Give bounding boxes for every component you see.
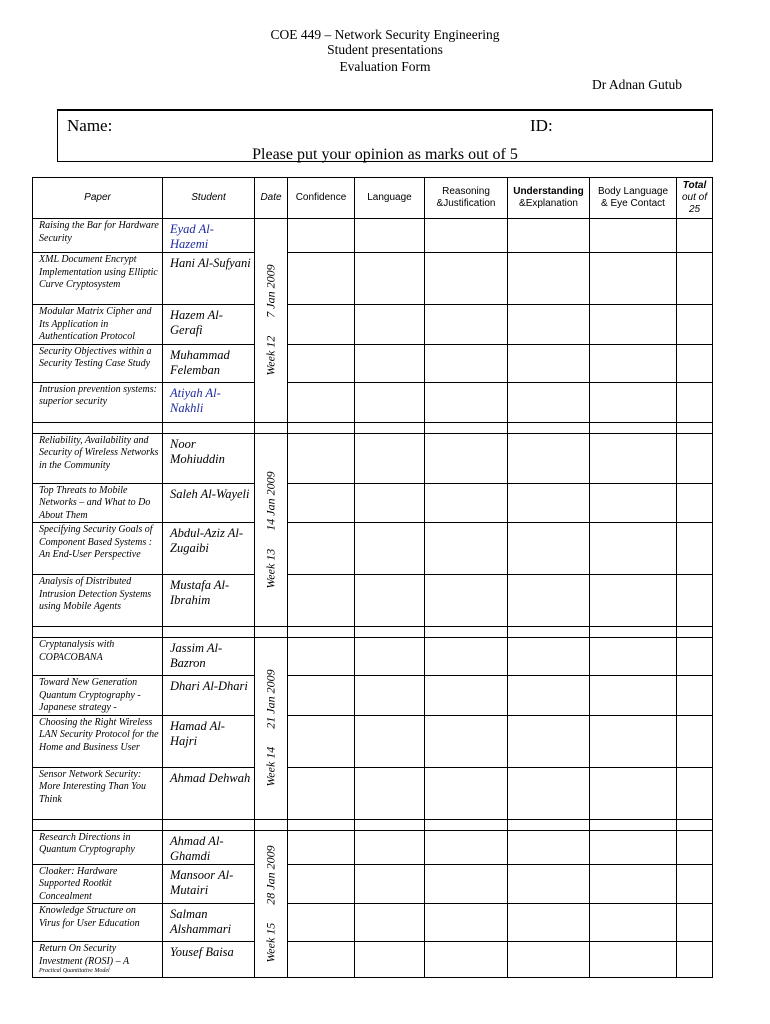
body-language-mark-cell[interactable] — [590, 904, 677, 942]
confidence-mark-cell[interactable] — [288, 864, 355, 904]
reasoning-mark-cell[interactable] — [425, 864, 508, 904]
reasoning-mark-cell[interactable] — [425, 904, 508, 942]
week-date-cell — [255, 433, 288, 627]
total-mark-cell[interactable] — [677, 382, 713, 422]
separator-cell — [288, 819, 355, 830]
student-name: Hani Al-Sufyani — [163, 253, 255, 305]
table-row — [33, 433, 713, 483]
reasoning-mark-cell[interactable] — [425, 483, 508, 523]
understanding-mark-cell[interactable] — [508, 433, 590, 483]
col-date: Date — [255, 178, 288, 219]
week-date-cell — [255, 219, 288, 423]
table-row — [33, 253, 713, 305]
confidence-mark-cell[interactable] — [288, 638, 355, 676]
separator-cell — [677, 627, 713, 638]
separator-cell — [163, 627, 255, 638]
total-mark-cell[interactable] — [677, 676, 713, 716]
paper-title: Research Directions in Quantum Cryptography — [33, 830, 163, 864]
separator-cell — [677, 422, 713, 433]
table-row — [33, 715, 713, 767]
week-label: Week 12 — [263, 335, 278, 376]
body-language-mark-cell[interactable] — [590, 575, 677, 627]
body-language-mark-cell[interactable] — [590, 483, 677, 523]
body-language-mark-cell[interactable] — [590, 344, 677, 382]
paper-subtitle: Practical Quantitative Model — [39, 968, 110, 974]
reasoning-mark-cell[interactable] — [425, 638, 508, 676]
week-separator — [33, 627, 713, 638]
confidence-mark-cell[interactable] — [288, 344, 355, 382]
table-row — [33, 575, 713, 627]
body-language-mark-cell[interactable] — [590, 638, 677, 676]
paper-title: XML Document Encrypt Implementation using Elliptic Curve Cryptosystem — [33, 253, 163, 305]
col-understanding: Understanding &Explanation — [508, 178, 590, 219]
document-subtitle: Student presentations — [327, 42, 443, 57]
reasoning-mark-cell[interactable] — [425, 433, 508, 483]
table-row — [33, 638, 713, 676]
name-id-box — [57, 109, 713, 162]
language-mark-cell[interactable] — [355, 676, 425, 716]
understanding-mark-cell[interactable] — [508, 253, 590, 305]
total-mark-cell[interactable] — [677, 305, 713, 345]
col-language: Language — [355, 178, 425, 219]
student-name: Salman Alshammari — [163, 904, 255, 942]
understanding-mark-cell[interactable] — [508, 344, 590, 382]
paper-title: Specifying Security Goals of Component Based Systems : An End-User Perspective — [33, 523, 163, 575]
student-name: Abdul-Aziz Al-Zugaibi — [163, 523, 255, 575]
body-language-mark-cell[interactable] — [590, 433, 677, 483]
total-mark-cell[interactable] — [677, 344, 713, 382]
language-mark-cell[interactable] — [355, 305, 425, 345]
understanding-mark-cell[interactable] — [508, 830, 590, 864]
understanding-mark-cell[interactable] — [508, 864, 590, 904]
student-name: Saleh Al-Wayeli — [163, 483, 255, 523]
student-name: Ahmad Al-Ghamdi — [163, 830, 255, 864]
total-mark-cell[interactable] — [677, 864, 713, 904]
paper-title: Reliability, Availability and Security of Wireless Networks in the Community — [33, 433, 163, 483]
separator-cell — [590, 422, 677, 433]
total-mark-cell[interactable] — [677, 830, 713, 864]
col-reasoning: Reasoning &Justification — [425, 178, 508, 219]
table-row — [33, 523, 713, 575]
separator-cell — [425, 422, 508, 433]
separator-cell — [33, 819, 163, 830]
name-label: Name: — [67, 116, 113, 135]
separator-cell — [590, 627, 677, 638]
separator-cell — [288, 627, 355, 638]
confidence-mark-cell[interactable] — [288, 676, 355, 716]
confidence-mark-cell[interactable] — [288, 942, 355, 978]
id-label: ID: — [530, 116, 553, 135]
col-student: Student — [163, 178, 255, 219]
confidence-mark-cell[interactable] — [288, 483, 355, 523]
table-row — [33, 767, 713, 819]
separator-cell — [425, 819, 508, 830]
understanding-mark-cell[interactable] — [508, 483, 590, 523]
language-mark-cell[interactable] — [355, 767, 425, 819]
paper-title: Knowledge Structure on Virus for User Education — [33, 904, 163, 942]
separator-cell — [163, 422, 255, 433]
paper-title: Cloaker: Hardware Supported Rootkit Concealment — [33, 864, 163, 904]
understanding-mark-cell[interactable] — [508, 305, 590, 345]
date-label: 7 Jan 2009 — [263, 264, 278, 318]
separator-cell — [425, 627, 508, 638]
separator-cell — [508, 627, 590, 638]
paper-title: Modular Matrix Cipher and Its Application in Authentication Protocol — [33, 305, 163, 345]
confidence-mark-cell[interactable] — [288, 253, 355, 305]
paper-title: Return On Security Investment (ROSI) – A Practical Quantitative Model — [33, 942, 163, 978]
total-mark-cell[interactable] — [677, 638, 713, 676]
table-header-row — [33, 178, 713, 219]
separator-cell — [355, 819, 425, 830]
reasoning-mark-cell[interactable] — [425, 767, 508, 819]
student-name: Hamad Al-Hajri — [163, 715, 255, 767]
student-name: Jassim Al-Bazron — [163, 638, 255, 676]
reasoning-mark-cell[interactable] — [425, 219, 508, 253]
separator-cell — [508, 422, 590, 433]
understanding-mark-cell[interactable] — [508, 523, 590, 575]
week-label: Week 14 — [263, 746, 278, 787]
student-name: Eyad Al-Hazemi — [163, 219, 255, 253]
understanding-mark-cell[interactable] — [508, 219, 590, 253]
language-mark-cell[interactable] — [355, 523, 425, 575]
confidence-mark-cell[interactable] — [288, 523, 355, 575]
date-label: 21 Jan 2009 — [263, 669, 278, 729]
paper-title: Choosing the Right Wireless LAN Security Protocol for the Home and Business User — [33, 715, 163, 767]
total-mark-cell[interactable] — [677, 253, 713, 305]
paper-title: Security Objectives within a Security Testing Case Study — [33, 344, 163, 382]
reasoning-mark-cell[interactable] — [425, 253, 508, 305]
reasoning-mark-cell[interactable] — [425, 382, 508, 422]
separator-cell — [163, 819, 255, 830]
instructor-name: Dr Adnan Gutub — [592, 77, 682, 92]
total-mark-cell[interactable] — [677, 523, 713, 575]
body-language-mark-cell[interactable] — [590, 830, 677, 864]
form-title: Evaluation Form — [339, 59, 431, 74]
instruction-text: Please put your opinion as marks out of 5 — [252, 146, 518, 163]
week-label: Week 15 — [263, 922, 278, 963]
language-mark-cell[interactable] — [355, 830, 425, 864]
total-mark-cell[interactable] — [677, 904, 713, 942]
understanding-mark-cell[interactable] — [508, 382, 590, 422]
language-mark-cell[interactable] — [355, 219, 425, 253]
table-row — [33, 382, 713, 422]
student-name: Yousef Baisa — [163, 942, 255, 978]
separator-cell — [355, 627, 425, 638]
language-mark-cell[interactable] — [355, 715, 425, 767]
col-total: Total out of 25 — [677, 178, 713, 219]
student-name: Noor Mohiuddin — [163, 433, 255, 483]
student-name: Ahmad Dehwah — [163, 767, 255, 819]
understanding-mark-cell[interactable] — [508, 676, 590, 716]
confidence-mark-cell[interactable] — [288, 382, 355, 422]
language-mark-cell[interactable] — [355, 483, 425, 523]
student-name: Mansoor Al-Mutairi — [163, 864, 255, 904]
body-language-mark-cell[interactable] — [590, 767, 677, 819]
paper-title: Top Threats to Mobile Networks – and What to Do About Them — [33, 483, 163, 523]
confidence-mark-cell[interactable] — [288, 433, 355, 483]
confidence-mark-cell[interactable] — [288, 715, 355, 767]
week-separator — [33, 819, 713, 830]
reasoning-mark-cell[interactable] — [425, 830, 508, 864]
table-row — [33, 864, 713, 904]
col-paper: Paper — [33, 178, 163, 219]
total-mark-cell[interactable] — [677, 483, 713, 523]
understanding-mark-cell[interactable] — [508, 638, 590, 676]
total-mark-cell[interactable] — [677, 715, 713, 767]
paper-title: Sensor Network Security: More Interesting Than You Think — [33, 767, 163, 819]
evaluation-table — [32, 177, 713, 978]
body-language-mark-cell[interactable] — [590, 253, 677, 305]
confidence-mark-cell[interactable] — [288, 830, 355, 864]
confidence-mark-cell[interactable] — [288, 767, 355, 819]
language-mark-cell[interactable] — [355, 864, 425, 904]
understanding-mark-cell[interactable] — [508, 767, 590, 819]
week-separator — [33, 422, 713, 433]
reasoning-mark-cell[interactable] — [425, 344, 508, 382]
week-label: Week 13 — [263, 548, 278, 589]
separator-cell — [590, 819, 677, 830]
table-row — [33, 676, 713, 716]
language-mark-cell[interactable] — [355, 433, 425, 483]
reasoning-mark-cell[interactable] — [425, 942, 508, 978]
separator-cell — [33, 627, 163, 638]
table-row — [33, 483, 713, 523]
body-language-mark-cell[interactable] — [590, 942, 677, 978]
confidence-mark-cell[interactable] — [288, 219, 355, 253]
understanding-mark-cell[interactable] — [508, 942, 590, 978]
language-mark-cell[interactable] — [355, 344, 425, 382]
confidence-mark-cell[interactable] — [288, 305, 355, 345]
separator-cell — [255, 627, 288, 638]
separator-cell — [288, 422, 355, 433]
reasoning-mark-cell[interactable] — [425, 575, 508, 627]
paper-title: Intrusion prevention systems: superior security — [33, 382, 163, 422]
total-mark-cell[interactable] — [677, 575, 713, 627]
language-mark-cell[interactable] — [355, 638, 425, 676]
confidence-mark-cell[interactable] — [288, 904, 355, 942]
paper-title: Analysis of Distributed Intrusion Detection Systems using Mobile Agents — [33, 575, 163, 627]
separator-cell — [255, 819, 288, 830]
student-name: Atiyah Al-Nakhli — [163, 382, 255, 422]
reasoning-mark-cell[interactable] — [425, 715, 508, 767]
week-date-cell — [255, 830, 288, 978]
reasoning-mark-cell[interactable] — [425, 305, 508, 345]
course-title: COE 449 – Network Security Engineering — [270, 27, 500, 42]
body-language-mark-cell[interactable] — [590, 676, 677, 716]
table-row — [33, 942, 713, 978]
student-name: Dhari Al-Dhari — [163, 676, 255, 716]
language-mark-cell[interactable] — [355, 575, 425, 627]
week-date-cell — [255, 638, 288, 820]
paper-title: Cryptanalysis with COPACOBANA — [33, 638, 163, 676]
understanding-mark-cell[interactable] — [508, 715, 590, 767]
language-mark-cell[interactable] — [355, 942, 425, 978]
total-mark-cell[interactable] — [677, 433, 713, 483]
date-label: 14 Jan 2009 — [263, 471, 278, 531]
separator-cell — [677, 819, 713, 830]
body-language-mark-cell[interactable] — [590, 715, 677, 767]
table-row — [33, 305, 713, 345]
separator-cell — [355, 422, 425, 433]
reasoning-mark-cell[interactable] — [425, 523, 508, 575]
body-language-mark-cell[interactable] — [590, 864, 677, 904]
student-name: Hazem Al-Gerafi — [163, 305, 255, 345]
table-row — [33, 219, 713, 253]
date-label: 28 Jan 2009 — [263, 845, 278, 905]
language-mark-cell[interactable] — [355, 904, 425, 942]
total-mark-cell[interactable] — [677, 942, 713, 978]
separator-cell — [508, 819, 590, 830]
table-row — [33, 344, 713, 382]
total-mark-cell[interactable] — [677, 219, 713, 253]
body-language-mark-cell[interactable] — [590, 305, 677, 345]
col-body-language: Body Language & Eye Contact — [590, 178, 677, 219]
table-row — [33, 904, 713, 942]
understanding-mark-cell[interactable] — [508, 575, 590, 627]
separator-cell — [255, 422, 288, 433]
body-language-mark-cell[interactable] — [590, 523, 677, 575]
separator-cell — [33, 422, 163, 433]
student-name: Muhammad Felemban — [163, 344, 255, 382]
body-language-mark-cell[interactable] — [590, 219, 677, 253]
total-mark-cell[interactable] — [677, 767, 713, 819]
col-confidence: Confidence — [288, 178, 355, 219]
paper-title: Toward New Generation Quantum Cryptography - Japanese strategy - — [33, 676, 163, 716]
confidence-mark-cell[interactable] — [288, 575, 355, 627]
reasoning-mark-cell[interactable] — [425, 676, 508, 716]
language-mark-cell[interactable] — [355, 382, 425, 422]
understanding-mark-cell[interactable] — [508, 904, 590, 942]
paper-title: Raising the Bar for Hardware Security — [33, 219, 163, 253]
language-mark-cell[interactable] — [355, 253, 425, 305]
body-language-mark-cell[interactable] — [590, 382, 677, 422]
student-name: Mustafa Al-Ibrahim — [163, 575, 255, 627]
table-row — [33, 830, 713, 864]
